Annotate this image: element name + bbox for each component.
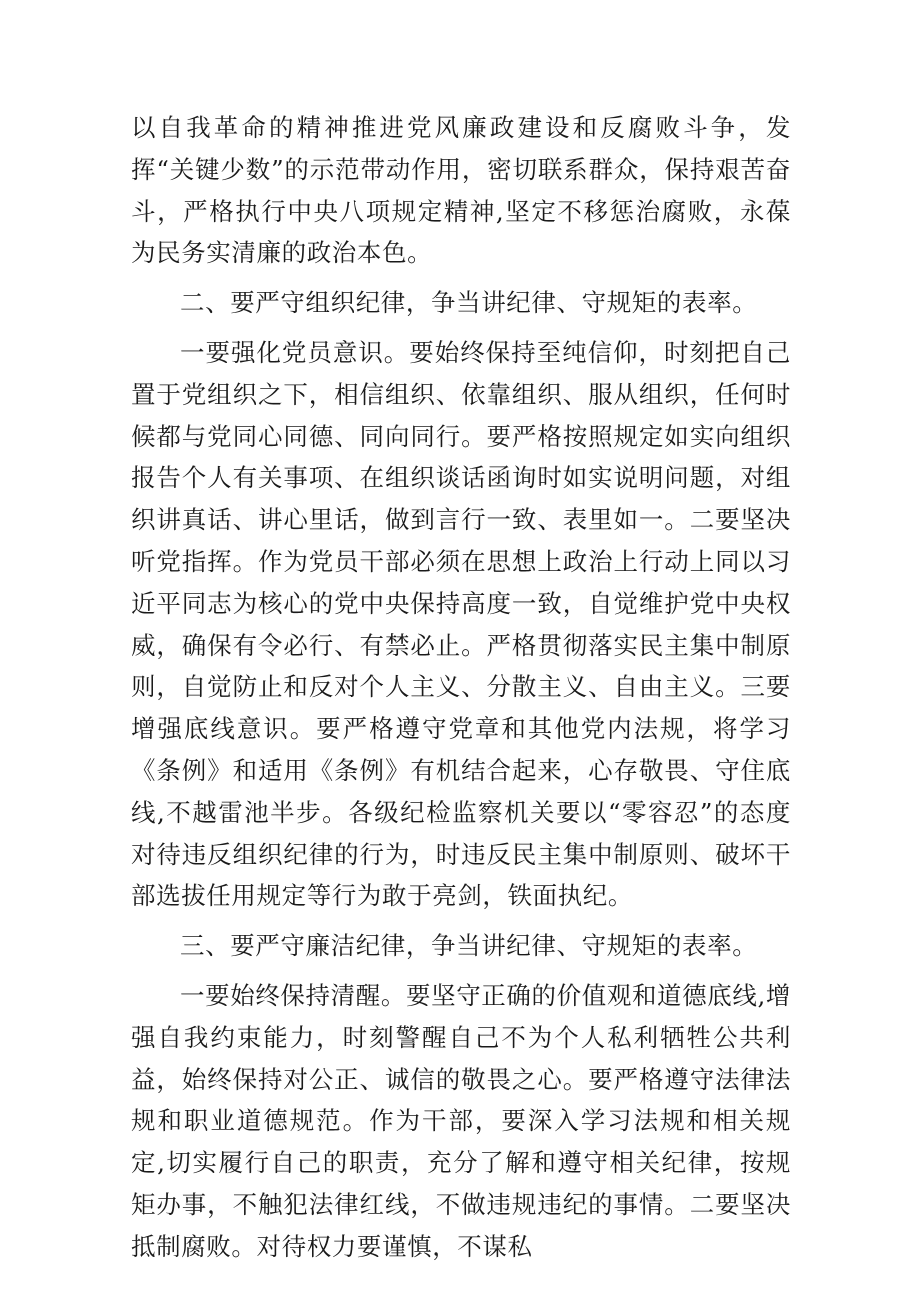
paragraph-organization-discipline: 一要强化党员意识。要始终保持至纯信仰，时刻把自己置于党组织之下，相信组织、依靠组织、服从组织，任何时候都与党同心同德、同向同行。要严格按照规定如实向组织报告个人有关事项、在组织谈话函询时如实说明问题，对组织讲真话、讲心里话，做到言行一致、表里如一。二要坚决听党指挥。作为党员干部必须在思想上政治上行动上同以习近平同志为核心的党中央保持高度一致，自觉维护党中央权威，确保有令必行、有禁必止。严格贯彻落实民主集中制原则，自觉防止和反对个人主义、分散主义、自由主义。三要增强底线意识。要严格遵守党章和其他党内法规，将学习《条例》和适用《条例》有机结合起来，心存敬畏、守住底线,不越雷池半步。各级纪检监察机关要以“零容忍”的态度对待违反组织纪律的行为，时违反民主集中制原则、破坏干部选拔任用规定等行为敢于亮剑，铁面执纪。 xyxy=(131,337,791,911)
paragraph-integrity-discipline: 一要始终保持清醒。要坚守正确的价值观和道德底线,增强自我约束能力，时刻警醒自己不为个人私利牺牲公共利益，始终保持对公正、诚信的敬畏之心。要严格遵守法律法规和职业道德规范。作为干部，要深入学习法规和相关规定,切实履行自己的职责，充分了解和遵守相关纪律，按规矩办事，不触犯法律红线，不做违规违纪的事情。二要坚决抵制腐败。对待权力要谨慎，不谋私 xyxy=(131,980,791,1261)
paragraph-continuation: 以自我革命的精神推进党风廉政建设和反腐败斗争，发挥“关键少数”的示范带动作用，密切联系群众，保持艰苦奋斗，严格执行中央八项规定精神,坚定不移惩治腐败，永葆为民务实清廉的政治本色。 xyxy=(131,113,791,268)
document-body xyxy=(131,107,791,1268)
section-heading-integrity-discipline: 三、要严守廉洁纪律，争当讲纪律、守规矩的表率。 xyxy=(180,931,758,961)
section-heading-organization-discipline: 二、要严守组织纪律，争当讲纪律、守规矩的表率。 xyxy=(180,288,758,318)
